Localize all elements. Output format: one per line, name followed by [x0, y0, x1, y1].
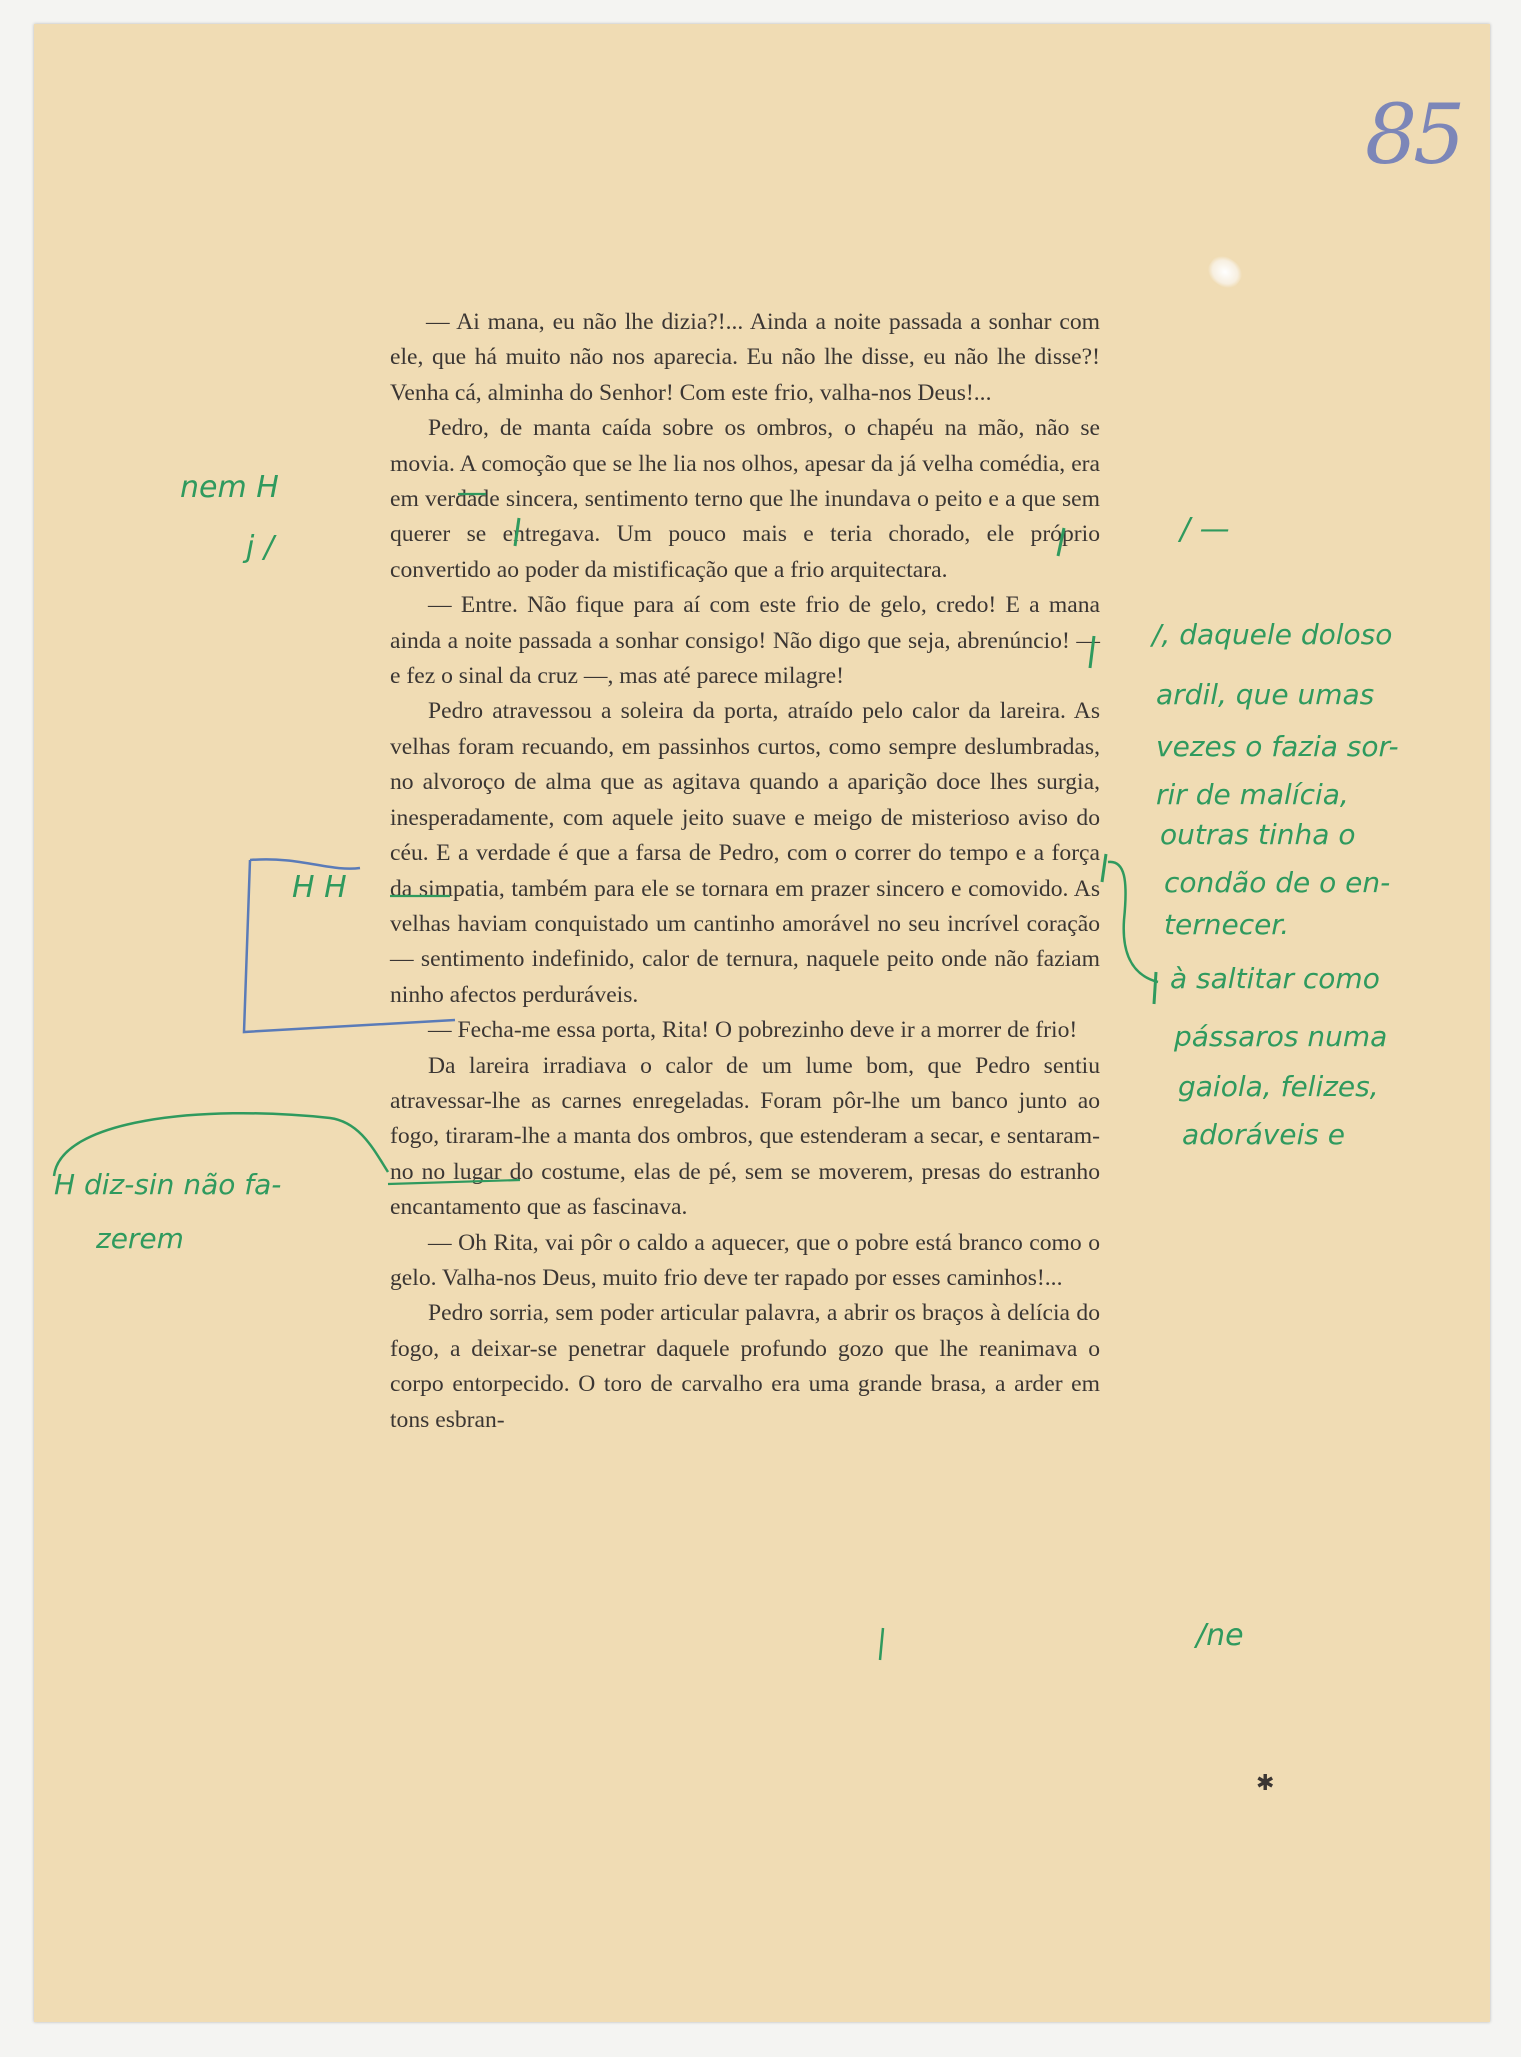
margin-note-zerem: zerem: [96, 1222, 184, 1255]
margin-note-dash: / —: [1180, 512, 1230, 547]
margin-insert-line: ardil, que umas: [1156, 678, 1375, 711]
margin-note-ne: /ne: [1196, 1618, 1244, 1653]
paragraph: — Oh Rita, vai pôr o caldo a aquecer, que o pobre está branco como o gelo. Valha-nos Deus, muito frio deve ter rapado por esses caminhos!...: [390, 1229, 1100, 1291]
margin-insert-line: pássaros numa: [1174, 1020, 1388, 1053]
green-tick: [1154, 972, 1156, 1004]
green-insert-curve: [1108, 862, 1158, 982]
green-tick: [1102, 854, 1106, 882]
margin-note-nem: nem H: [180, 470, 279, 505]
paragraph: Pedro, de manta caída sobre os ombros, o chapéu na mão, não se movia. A comoção que se lhe lia nos olhos, apesar da já velha comédia, era em verdade sincera, sentimento terno que lhe inundava o peito e a que sem querer se entregava. Um pouco mais e teria chorado, ele próprio convertido ao poder da mistificação que a frio arquitectara.: [390, 415, 1100, 583]
green-strike: [388, 1180, 520, 1184]
margin-insert-line: ternecer.: [1164, 908, 1290, 941]
green-tick: [1058, 528, 1064, 556]
paragraph: — Ai mana, eu não lhe dizia?!... Ainda a noite passada a sonhar com ele, que há muito não nos aparecia. Eu não lhe disse, eu não lhe disse?! Venha cá, alminha do Senhor! Com este frio, valha-nos Deus!...: [390, 309, 1100, 406]
green-arc: [54, 1113, 388, 1176]
ink-star-mark: ✱: [1256, 1771, 1275, 1796]
margin-insert-line: outras tinha o: [1160, 818, 1356, 851]
green-tick: [1090, 636, 1094, 668]
margin-insert-line: rir de malícia,: [1156, 778, 1349, 811]
paragraph: Pedro atravessou a soleira da porta, atraído pelo calor da lareira. As velhas foram recuando, em passinhos curtos, como sempre deslumbradas, no alvoroço de alma que as agitava quando a aparição doce lhes surgia, inesperadamente, com aquele jeito suave e meigo de misterioso aviso do céu. E a verdade é que a farsa de Pedro, com o correr do tempo e a força da simpatia, também para ele se tornara em prazer sincero e comovido. As velhas haviam conquistado um cantinho amorável no seu incrível coração — sentimento indefinido, calor de ternura, naquele peito onde não faziam ninho afectos perduráveis.: [390, 698, 1100, 1008]
green-insert-mark: [880, 1628, 883, 1660]
paragraph: Pedro sorria, sem poder articular palavra, a abrir os braços à delícia do fogo, a deixar-se penetrar daquele profundo gozo que lhe reanimava o corpo entorpecido. O toro de carvalho era uma grande brasa, a arder em tons esbran-: [390, 1300, 1100, 1433]
margin-insert-line: à saltitar como: [1170, 962, 1380, 995]
margin-note-ja: j /: [246, 530, 274, 565]
paragraph: — Entre. Não fique para aí com este frio de gelo, credo! E a mana ainda a noite passada a sonhar consigo! Não digo que seja, abrenúncio! — e fez o sinal da cruz —, mas até parece milagre!: [390, 592, 1100, 690]
margin-note-hh: H H: [292, 870, 347, 905]
margin-note-dizsin: H diz-sin não fa-: [54, 1168, 282, 1201]
margin-insert-line: adoráveis e: [1182, 1118, 1346, 1151]
margin-insert-line: condão de o en-: [1164, 866, 1391, 899]
blue-bracket-top: [250, 859, 360, 868]
paragraph: — Fecha-me essa porta, Rita! O pobrezinho deve ir a morrer de frio!: [428, 1017, 1078, 1044]
paragraph: Da lareira irradiava o calor de um lume bom, que Pedro sentiu atravessar-lhe as carnes enregeladas. Foram pôr-lhe um banco junto ao fogo, tiraram-lhe a manta dos ombros, que estenderam a secar, e sentaram-no no lugar do costume, elas de pé, sem se moverem, presas do estranho encantamento que as fascinava.: [390, 1052, 1100, 1221]
green-tick: [515, 518, 519, 546]
margin-insert-line: gaiola, felizes,: [1178, 1070, 1379, 1103]
blue-bracket: [244, 860, 455, 1032]
margin-insert-line: vezes o fazia sor-: [1156, 730, 1399, 763]
page-number: 85: [1365, 88, 1462, 183]
margin-insert-line: /, daquele doloso: [1152, 618, 1393, 651]
